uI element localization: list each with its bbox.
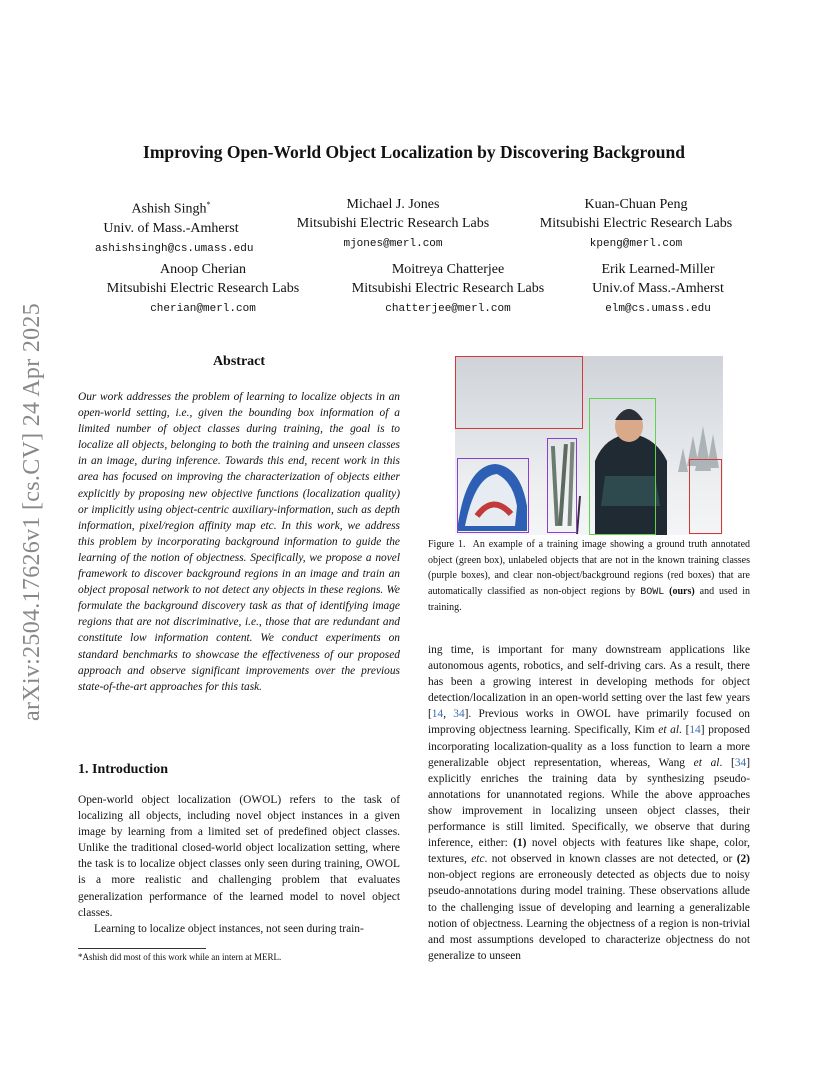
background-box bbox=[689, 459, 722, 534]
citation-link[interactable]: 34 bbox=[734, 756, 747, 769]
author-email: chatterjee@merl.com bbox=[385, 303, 511, 315]
arxiv-stamp: arXiv:2504.17626v1 [cs.CV] 24 Apr 2025 bbox=[19, 302, 45, 721]
author-affiliation: Univ. of Mass.-Amherst bbox=[103, 220, 239, 236]
author-affiliation: Mitsubishi Electric Research Labs bbox=[296, 216, 490, 231]
author-affiliation: Mitsubishi Electric Research Labs bbox=[539, 216, 733, 231]
section-heading-introduction: 1. Introduction bbox=[78, 762, 168, 777]
intro-paragraph: Open-world object localization (OWOL) refers to the task of localizing all objects, including novel object instances in a given image by learning from a limited set of predefined object classes. Unlike the traditional closed-world object localization setting, where the task is to localize object classes only seen during training, OWOL is a more realistic and challenging problem that evaluates generalization performance of the learned model to novel object classes. bbox=[78, 794, 400, 919]
caption-ours: (ours) bbox=[669, 585, 695, 597]
author-affiliation: Mitsubishi Electric Research Labs bbox=[351, 281, 545, 296]
intro-paragraph: Learning to localize object instances, not seen during train- bbox=[94, 922, 364, 935]
author-name: Ashish Singh bbox=[131, 201, 207, 217]
author-email: kpeng@merl.com bbox=[589, 238, 683, 250]
footnote: *Ashish did most of this work while an intern at MERL. bbox=[78, 952, 282, 962]
author-email: ashishsingh@cs.umass.edu bbox=[95, 242, 254, 255]
author-block bbox=[528, 195, 744, 255]
author-email: elm@cs.umass.edu bbox=[605, 303, 711, 315]
intro-left-column bbox=[78, 792, 400, 937]
author-affiliation: Mitsubishi Electric Research Labs bbox=[106, 281, 300, 296]
paper-title: Improving Open-World Object Localization by Discovering Background bbox=[143, 142, 685, 162]
method-name: BOWL bbox=[640, 586, 665, 598]
citation-link[interactable]: 14 bbox=[431, 708, 444, 721]
figure-1-image bbox=[455, 356, 723, 535]
figure-1-caption bbox=[428, 537, 750, 616]
intro-right-column bbox=[428, 642, 750, 964]
background-box bbox=[455, 356, 583, 429]
footnote-mark: * bbox=[206, 200, 211, 209]
author-block bbox=[285, 195, 501, 255]
figure-label: Figure 1. bbox=[428, 539, 466, 550]
author-block bbox=[95, 195, 254, 260]
author-block bbox=[572, 260, 744, 320]
abstract-text: Our work addresses the problem of learning to localize objects in an open-world setting, i.e., given the bounding box information of a limited number of object classes during training, the goal is to localize all objects, belonging to both the training and unseen classes in an image, during inference. Towards this end, recent work in this area has focused on improving the characterization of objects either explicitly by proposing new objective functions (localization quality) or implicitly using object-centric auxiliary-information, such as depth information, pixel/region affinity map etc. In this work, we address this problem by incorporating background information to guide the learning of the notion of objectness. Specifically, we propose a novel framework to discover background regions in an image and train an object proposal network to not detect any objects in these regions. We formulate the background discovery task as that of identifying image regions that are not discriminative, i.e., those that are redundant and constitute low information content. We conduct experiments on standard benchmarks to showcase the effectiveness of our proposed approach and observe significant improvements over the previous state-of-the-art approaches for this task. bbox=[78, 391, 400, 693]
abstract-heading: Abstract bbox=[212, 354, 266, 369]
author-name: Kuan-Chuan Peng bbox=[584, 197, 688, 212]
author-email: mjones@merl.com bbox=[343, 238, 443, 250]
author-email: cherian@merl.com bbox=[150, 303, 256, 315]
author-block bbox=[95, 260, 311, 320]
author-affiliation: Univ.of Mass.-Amherst bbox=[592, 281, 724, 296]
citation-link[interactable]: 14 bbox=[689, 724, 701, 737]
intro-paragraph: ing time, is important for many downstream applications like autonomous agents, robotics, and self-driving cars. As a result, there has been a growing interest in developing methods for object detection/localization in an open-world setting over the last few years [14, 34]. Previous works in OWOL have primarily focused on improving objectness learning. Specifically, Kim et al. [14] proposed incorporating localization-quality as a loss function to learn a more generalizable object representation, whereas, Wang et al. [34] explicitly enriches the training data by synthesizing pseudo-annotations for unannotated regions. While the above approaches show improvement in localizing unseen object classes, their performance is still limited. Specifically, we observe that during inference, either: (1) novel objects with features like shape, color, textures, etc. not observed in known classes are not detected, or (2) non-object regions are erroneously detected as objects due to noisy pseudo-annotations during model training. These observations allude to the challenging issue of developing and learning a generalizable notion of objectness. Learning the objectness of a region is non-trivial and most assumptions developed to characterize objectness do not generalize to unseen bbox=[428, 644, 750, 962]
ground-truth-box bbox=[589, 398, 656, 535]
author-name: Moitreya Chatterjee bbox=[391, 262, 505, 277]
author-name: Anoop Cherian bbox=[160, 262, 246, 277]
author-name: Michael J. Jones bbox=[346, 197, 440, 212]
footnote-rule bbox=[78, 948, 206, 949]
author-name: Erik Learned-Miller bbox=[601, 262, 715, 277]
citation-link[interactable]: 34 bbox=[453, 708, 465, 721]
caption-text: An example of a training image showing a ground truth annotated object (green box), unlabeled objects that are not in the known training classes (purple boxes), and clear non-object/background regions (red boxes) that are automatically classified as non-object regions by bbox=[428, 539, 751, 597]
unlabeled-object-box bbox=[547, 438, 577, 533]
unlabeled-object-box bbox=[457, 458, 529, 533]
caption-tail: and used in training. bbox=[428, 585, 751, 614]
author-block bbox=[340, 260, 556, 320]
